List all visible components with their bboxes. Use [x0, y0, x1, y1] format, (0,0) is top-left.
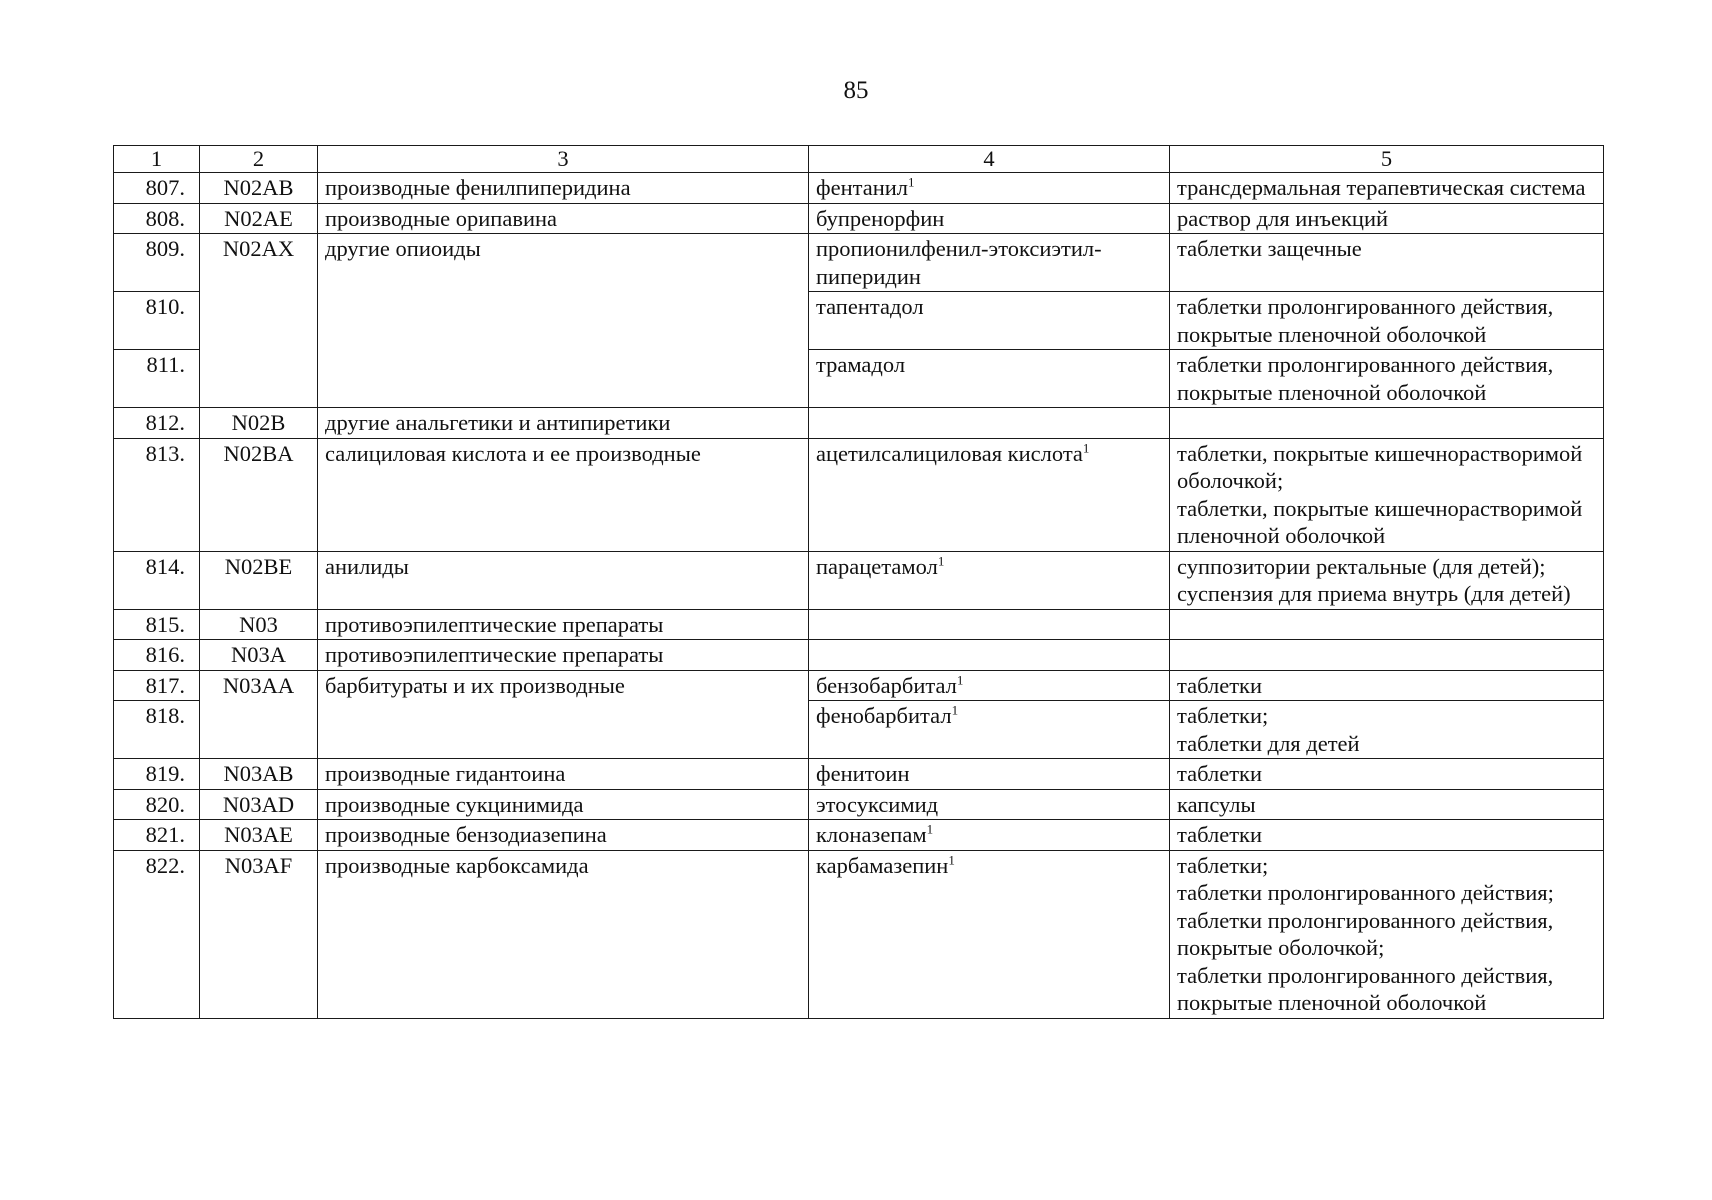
drug-cell — [809, 438, 1170, 551]
atc-code: N03AB — [200, 759, 318, 790]
drug-cell — [809, 203, 1170, 234]
dosage-form: раствор для инъекций — [1177, 205, 1389, 231]
table-row — [114, 438, 1604, 551]
dosage-form: капсулы — [1177, 791, 1256, 817]
footnote-marker: 1 — [948, 852, 955, 867]
atc-code: N02AB — [200, 173, 318, 204]
group-name: производные карбоксамида — [318, 850, 809, 1018]
drug-name: клоназепам — [816, 822, 927, 847]
drug-name: карбамазепин — [816, 852, 949, 878]
column-header: 3 — [318, 146, 809, 173]
row-number: 807. — [114, 173, 200, 204]
dosage-form-cell — [1170, 640, 1604, 671]
dosage-form-cell — [1170, 670, 1604, 701]
dosage-form: таблетки пролонгированного действия, покрытые оболочкой; — [1177, 907, 1554, 960]
dosage-form: суппозитории ректальные (для детей); — [1177, 553, 1546, 579]
dosage-form: суспензия для приема внутрь (для детей) — [1177, 581, 1571, 606]
dosage-form-cell — [1170, 551, 1604, 609]
drug-table — [113, 145, 1604, 1019]
row-number: 821. — [114, 820, 200, 851]
atc-code: N03 — [200, 609, 318, 640]
group-name: барбитураты и их производные — [318, 670, 809, 759]
row-number: 822. — [114, 850, 200, 1018]
drug-cell — [809, 609, 1170, 640]
drug-cell — [809, 670, 1170, 701]
footnote-marker: 1 — [951, 702, 959, 718]
drug-name: ацетилсалициловая кислота — [816, 440, 1083, 466]
drug-name: пропионилфенил-этоксиэтил-пиперидин — [816, 236, 1102, 289]
group-name: анилиды — [318, 551, 809, 609]
dosage-form: таблетки пролонгированного действия, покрытые пленочной оболочкой — [1177, 294, 1554, 347]
row-number: 814. — [114, 551, 200, 609]
table-row — [114, 820, 1604, 851]
drug-cell — [809, 759, 1170, 790]
atc-code: N03AF — [200, 850, 318, 1018]
atc-code: N02B — [200, 408, 318, 439]
drug-cell — [809, 173, 1170, 204]
group-name: салициловая кислота и ее производные — [318, 438, 809, 551]
group-name: производные гидантоина — [318, 759, 809, 790]
row-number: 813. — [114, 438, 200, 551]
drug-cell — [809, 640, 1170, 671]
dosage-form-cell — [1170, 789, 1604, 820]
drug-name: тапентадол — [816, 294, 924, 319]
drug-cell — [809, 292, 1170, 350]
dosage-form-cell — [1170, 173, 1604, 204]
row-number: 809. — [114, 234, 200, 292]
row-number: 820. — [114, 789, 200, 820]
atc-code: N03AD — [200, 789, 318, 820]
table-row — [114, 609, 1604, 640]
dosage-form-cell — [1170, 203, 1604, 234]
atc-code: N02AX — [200, 234, 318, 408]
drug-cell — [809, 350, 1170, 408]
group-name: противоэпилептические препараты — [318, 609, 809, 640]
dosage-form-cell — [1170, 820, 1604, 851]
dosage-form: таблетки, покрытые кишечнорастворимой оболочкой; — [1177, 440, 1583, 493]
page-number: 85 — [843, 77, 869, 104]
table-row — [114, 551, 1604, 609]
dosage-form: таблетки защечные — [1177, 236, 1362, 261]
dosage-form-cell — [1170, 701, 1604, 759]
row-number: 815. — [114, 609, 200, 640]
dosage-form: таблетки — [1177, 761, 1263, 786]
group-name: другие опиоиды — [318, 234, 809, 408]
table-row — [114, 203, 1604, 234]
drug-cell — [809, 551, 1170, 609]
dosage-form-cell — [1170, 350, 1604, 408]
dosage-form-cell — [1170, 438, 1604, 551]
dosage-form-cell — [1170, 408, 1604, 439]
dosage-form: таблетки для детей — [1177, 730, 1360, 756]
column-header: 1 — [114, 146, 200, 173]
dosage-form: таблетки пролонгированного действия, покрытые пленочной оболочкой — [1177, 352, 1554, 405]
dosage-form-cell — [1170, 759, 1604, 790]
drug-cell — [809, 820, 1170, 851]
drug-name: бупренорфин — [816, 205, 945, 231]
row-number: 818. — [114, 701, 200, 759]
footnote-marker: 1 — [937, 553, 945, 568]
dosage-form-cell — [1170, 850, 1604, 1018]
dosage-form: таблетки пролонгированного действия; — [1177, 880, 1554, 905]
group-name: производные сукцинимида — [318, 789, 809, 820]
drug-name: фенобарбитал — [816, 703, 952, 728]
dosage-form-cell — [1170, 292, 1604, 350]
drug-name: фенитоин — [816, 761, 910, 786]
group-name: производные фенилпиперидина — [318, 173, 809, 204]
row-number: 817. — [114, 670, 200, 701]
dosage-form: таблетки пролонгированного действия, покрытые пленочной оболочкой — [1177, 962, 1554, 1015]
table-row — [114, 789, 1604, 820]
atc-code: N02BE — [200, 551, 318, 609]
row-number: 819. — [114, 759, 200, 790]
table-row — [114, 759, 1604, 790]
group-name: производные орипавина — [318, 203, 809, 234]
dosage-form: таблетки; — [1177, 703, 1269, 728]
drug-cell — [809, 234, 1170, 292]
drug-cell — [809, 789, 1170, 820]
dosage-form-cell — [1170, 609, 1604, 640]
drug-name: бензобарбитал — [816, 672, 957, 698]
atc-code: N02AE — [200, 203, 318, 234]
group-name: производные бензодиазепина — [318, 820, 809, 851]
dosage-form: таблетки; — [1177, 852, 1269, 878]
table-row — [114, 408, 1604, 439]
table-row — [114, 850, 1604, 1018]
table-header-row — [114, 146, 1604, 173]
atc-code: N03AA — [200, 670, 318, 759]
atc-code: N03A — [200, 640, 318, 671]
table-row — [114, 234, 1604, 292]
column-header: 4 — [809, 146, 1170, 173]
drug-name: парацетамол — [816, 553, 938, 579]
row-number: 812. — [114, 408, 200, 439]
footnote-marker: 1 — [1082, 440, 1090, 455]
footnote-marker: 1 — [956, 672, 964, 687]
atc-code: N02BA — [200, 438, 318, 551]
table-row — [114, 640, 1604, 671]
group-name: другие анальгетики и антипиретики — [318, 408, 809, 439]
row-number: 811. — [114, 350, 200, 408]
row-number: 810. — [114, 292, 200, 350]
dosage-form-cell — [1170, 234, 1604, 292]
drug-name: трамадол — [816, 352, 906, 377]
footnote-marker: 1 — [926, 821, 934, 837]
drug-cell — [809, 850, 1170, 1018]
drug-cell — [809, 701, 1170, 759]
column-header: 2 — [200, 146, 318, 173]
drug-name: этосуксимид — [816, 791, 939, 817]
row-number: 816. — [114, 640, 200, 671]
drug-cell — [809, 408, 1170, 439]
dosage-form: таблетки — [1177, 672, 1263, 698]
footnote-marker: 1 — [908, 174, 915, 190]
column-header: 5 — [1170, 146, 1604, 173]
group-name: противоэпилептические препараты — [318, 640, 809, 671]
dosage-form: таблетки, покрытые кишечнорастворимой пленочной оболочкой — [1177, 495, 1583, 548]
atc-code: N03AE — [200, 820, 318, 851]
dosage-form: трансдермальная терапевтическая система — [1177, 175, 1586, 200]
drug-name: фентанил — [816, 175, 909, 200]
dosage-form: таблетки — [1177, 822, 1263, 847]
table-row — [114, 670, 1604, 701]
table-row — [114, 173, 1604, 204]
row-number: 808. — [114, 203, 200, 234]
